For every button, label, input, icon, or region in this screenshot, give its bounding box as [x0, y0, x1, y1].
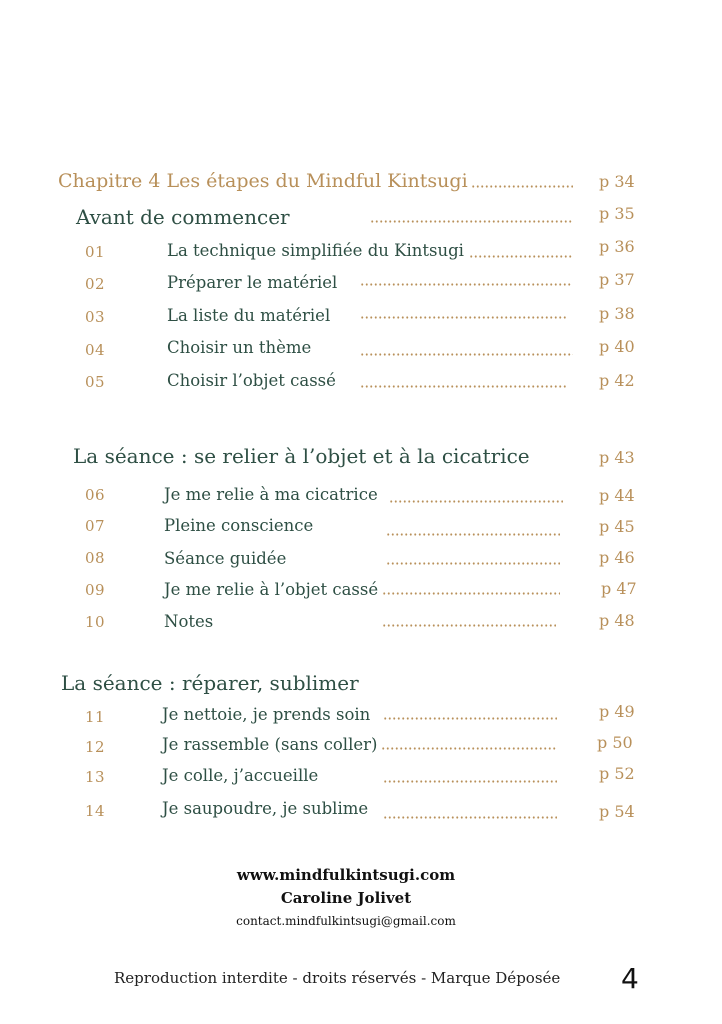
- chapter-page: p 34: [599, 172, 635, 191]
- item-number: 14: [85, 802, 106, 820]
- dot-leader: [360, 353, 573, 356]
- website-link[interactable]: www.mindfulkintsugi.com: [236, 866, 456, 884]
- item-label: Je colle, j’accueille: [162, 766, 319, 785]
- item-page: p 49: [599, 702, 635, 721]
- item-number: 11: [85, 708, 106, 726]
- item-page: p 52: [599, 764, 635, 783]
- item-number: 01: [85, 243, 106, 261]
- item-page: p 45: [599, 517, 635, 536]
- item-number: 05: [85, 373, 106, 391]
- item-page: p 37: [599, 270, 635, 289]
- dot-leader: [471, 185, 573, 188]
- copyright-notice: Reproduction interdite - droits réservés - Marque Déposée: [114, 969, 561, 987]
- item-label: Choisir l’objet cassé: [167, 371, 336, 390]
- page-number: 4: [621, 962, 639, 995]
- item-page: p 47: [601, 579, 637, 598]
- dot-leader: [360, 316, 566, 319]
- dot-leader: [383, 816, 557, 819]
- dot-leader: [383, 717, 557, 720]
- item-label: Je me relie à l’objet cassé: [164, 580, 379, 599]
- item-label: Je me relie à ma cicatrice: [164, 485, 378, 504]
- item-number: 03: [85, 308, 106, 326]
- chapter-title: Chapitre 4 Les étapes du Mindful Kintsugi: [58, 170, 468, 192]
- item-page: p 38: [599, 304, 635, 323]
- item-label: La technique simplifiée du Kintsugi: [167, 241, 464, 260]
- dot-leader: [370, 220, 573, 223]
- item-number: 12: [85, 738, 106, 756]
- item-page: p 44: [599, 486, 635, 505]
- item-label: Je rassemble (sans coller): [162, 735, 378, 754]
- item-number: 09: [85, 581, 106, 599]
- dot-leader: [383, 780, 557, 783]
- dot-leader: [469, 255, 572, 258]
- section-page: p 43: [599, 448, 635, 467]
- item-label: Je saupoudre, je sublime: [162, 799, 369, 818]
- item-number: 13: [85, 768, 106, 786]
- dot-leader: [360, 283, 572, 286]
- dot-leader: [382, 624, 556, 627]
- section-title: La séance : se relier à l’objet et à la cicatrice: [73, 444, 530, 468]
- item-page: p 42: [599, 371, 635, 390]
- email-link[interactable]: contact.mindfulkintsugi@gmail.com: [236, 914, 456, 928]
- item-label: Pleine conscience: [164, 516, 314, 535]
- section-title: Avant de commencer: [76, 205, 290, 229]
- dot-leader: [386, 533, 560, 536]
- dot-leader: [381, 747, 557, 750]
- dot-leader: [389, 500, 563, 503]
- item-number: 07: [85, 517, 106, 535]
- item-page: p 54: [599, 802, 635, 821]
- item-label: La liste du matériel: [167, 306, 331, 325]
- dot-leader: [382, 592, 560, 595]
- item-page: p 48: [599, 611, 635, 630]
- section-title: La séance : réparer, sublimer: [61, 671, 359, 695]
- item-page: p 46: [599, 548, 635, 567]
- item-number: 04: [85, 341, 106, 359]
- section-page: p 35: [599, 204, 635, 223]
- item-number: 10: [85, 613, 106, 631]
- item-number: 06: [85, 486, 106, 504]
- item-label: Choisir un thème: [167, 338, 312, 357]
- author-name: Caroline Jolivet: [280, 889, 412, 907]
- item-page: p 40: [599, 337, 635, 356]
- item-number: 08: [85, 549, 106, 567]
- item-label: Je nettoie, je prends soin: [162, 705, 371, 724]
- item-page: p 50: [597, 733, 633, 752]
- item-label: Préparer le matériel: [167, 273, 338, 292]
- item-label: Séance guidée: [164, 549, 287, 568]
- dot-leader: [386, 562, 560, 565]
- item-number: 02: [85, 275, 106, 293]
- dot-leader: [360, 385, 566, 388]
- item-page: p 36: [599, 237, 635, 256]
- item-label: Notes: [164, 612, 214, 631]
